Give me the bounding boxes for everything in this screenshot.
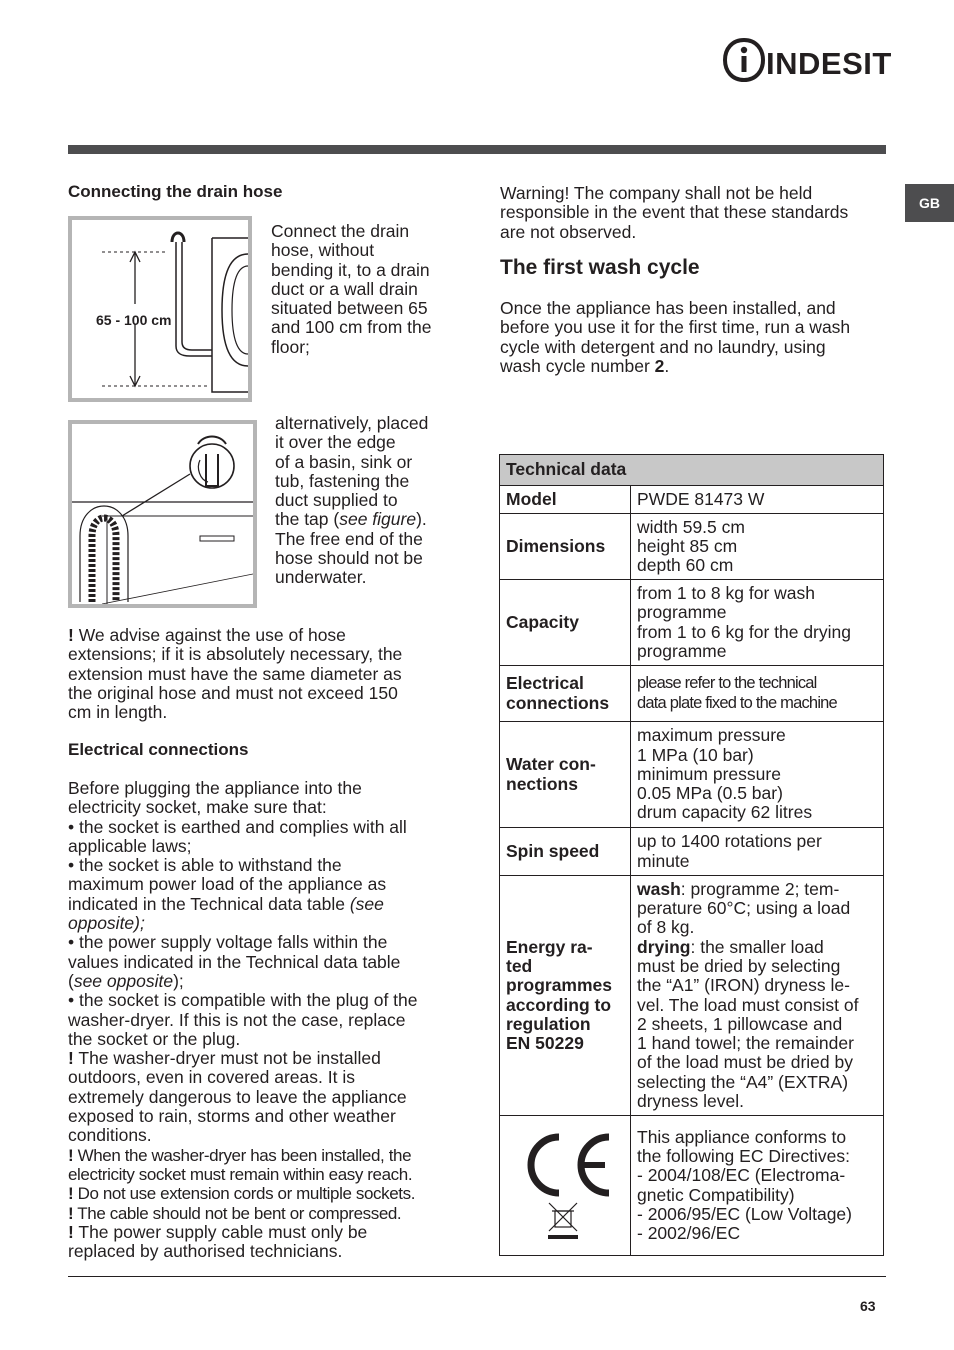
elec-line [68,1146,468,1165]
value-line: dryness level. [637,1090,744,1111]
table-row [500,1116,884,1256]
warning-mark: ! [68,1145,74,1165]
technical-data-table [499,454,884,1256]
drying-term: drying [637,936,691,957]
value-line: from 1 to 6 kg for the drying [637,621,851,642]
elec-line: exposed to rain, storms and other weather [68,1106,396,1127]
row-value [631,514,884,580]
value-line: 1 hand towel; the remainder [637,1033,854,1054]
row-label [500,666,631,722]
fig2-caption-line: it over the edge [275,432,396,453]
fig1-caption-line: hose, without [271,240,375,261]
first-wash-line: before you use it for the first time, run a wash [500,317,851,338]
indesit-logo-mark-icon [722,36,766,84]
page-number: 63 [860,1298,876,1314]
elec-line: • the socket is earthed and complies with all [68,816,407,837]
elec-line [68,1184,468,1203]
value-line: up to 1400 rotations per [637,831,822,852]
footer-rule [68,1276,886,1277]
elec-line: Before plugging the appliance into the [68,778,362,798]
elec-line [68,972,468,991]
value-line: This appliance conforms to [637,1126,847,1147]
row-label: Spin speed [500,828,631,876]
first-wash-text [500,299,850,376]
row-label [500,722,631,828]
table-row [500,580,884,666]
first-wash-text-part: . [664,355,670,376]
row-value [631,722,884,828]
elec-line [68,1204,468,1223]
drain-hose-heading: Connecting the drain hose [68,182,283,201]
elec-line: • the power supply voltage falls within the [68,932,388,953]
first-wash-line [500,357,850,376]
value-line [637,938,877,957]
elec-line: conditions. [68,1125,152,1146]
label-line: connections [506,692,610,713]
value-line: 2 sheets, 1 pillowcase and [637,1013,843,1034]
value-line: height 85 cm [637,535,738,556]
elec-line: values indicated in the Technical data table [68,951,401,972]
value-line: the following EC Directives: [637,1145,850,1166]
warning-line: extensions; if it is absolutely necessary, the [68,644,403,665]
value-line: minimum pressure [637,763,781,784]
label-line: Electrical [506,673,584,694]
fig2-caption-line [275,510,428,529]
brand-name: INDESIT [766,46,892,81]
elec-line: maximum power load of the appliance as [68,874,387,895]
label-line: regulation [506,1013,591,1034]
value-line: - 2004/108/EC (Electroma- [637,1165,846,1186]
label-line: nections [506,773,578,794]
warning-mark: ! [68,1048,74,1069]
warning-line: extension must have the same diameter as [68,663,402,684]
value-line: gnetic Compatibility) [637,1184,795,1205]
warning-mark: ! [68,1184,74,1204]
fig1-caption-line: floor; [271,336,310,357]
language-tab: GB [905,184,954,222]
elec-line: • the socket is compatible with the plug of the [68,990,418,1011]
warning-mark: ! [68,1221,74,1242]
value-line: - 2002/96/EC [637,1223,741,1244]
elec-text: indicated in the Technical data table [68,893,350,914]
table-row [500,486,884,514]
row-value [631,876,884,1116]
value-line: from 1 to 8 kg for wash [637,582,815,603]
fig2-caption-line: alternatively, placed [275,413,429,433]
see-opposite-ref: opposite); [68,913,145,934]
elec-line [68,914,468,933]
value-line: data plate fixed to the machine [637,693,837,712]
label-line: according to [506,994,612,1015]
wash-cycle-number: 2 [654,355,665,376]
row-value [631,828,884,876]
elec-line [68,1049,468,1068]
table-row [500,876,884,1116]
hose-extension-warning [68,626,402,722]
warning-line: the original hose and must not exceed 150 [68,682,398,703]
electrical-text [68,779,468,1261]
sink-hose-diagram [72,424,253,604]
elec-text: The washer-dryer must not be installed [78,1048,381,1069]
ce-symbols-cell [500,1116,631,1256]
value-line: programme [637,602,727,623]
value-line: 1 MPa (10 bar) [637,744,754,765]
label-line: EN 50229 [506,1033,584,1054]
value-line: drum capacity 62 litres [637,802,813,823]
ce-mark-icon [515,1123,615,1243]
elec-line: the socket or the plug. [68,1028,241,1049]
warning-line: are not observed. [500,221,637,242]
elec-line: outdoors, even in covered areas. It is [68,1067,355,1088]
warning-mark: ! [68,1203,74,1223]
value-line: please refer to the technical [637,674,817,693]
elec-text: ); [173,970,184,991]
elec-line: washer-dryer. If this is not the case, replace [68,1009,406,1030]
warning-line: Warning! The company shall not be held [500,183,813,203]
elec-line [68,895,468,914]
elec-text: Do not use extension cords or multiple sockets. [77,1184,416,1204]
see-opposite-ref: see opposite [73,970,174,991]
fig2-caption-line: hose should not be [275,548,423,569]
table-row [500,828,884,876]
table-row [500,666,884,722]
value-line: of 8 kg. [637,917,695,938]
row-value [631,580,884,666]
row-label: Dimensions [500,514,631,580]
elec-line: electricity socket, make sure that: [68,797,327,818]
warning-text: We advise against the use of hose [78,625,346,645]
value-line: minute [637,850,690,871]
label-line: Energy ra- [506,936,593,957]
fig2-caption-line: The free end of the [275,528,423,549]
height-range-label: 65 - 100 cm [96,312,172,328]
value-line: vel. The load must consist of [637,994,859,1015]
weee-bin-icon [548,1203,578,1239]
elec-line [68,1223,468,1242]
fig1-caption-line: duct or a wall drain [271,278,418,299]
row-value [631,666,884,722]
elec-line: extremely dangerous to leave the appliance [68,1086,407,1107]
elec-line: applicable laws; [68,835,192,856]
fig1-caption [271,222,432,357]
first-wash-heading: The first wash cycle [500,256,700,279]
elec-text: ( [68,970,74,991]
wash-term: wash [637,878,681,899]
elec-line: replaced by authorised technicians. [68,1241,343,1262]
value-line: programme [637,640,727,661]
value-line: - 2006/95/EC (Low Voltage) [637,1203,852,1224]
value-line: the “A1” (IRON) dryness le- [637,975,850,996]
row-value: PWDE 81473 W [631,486,884,514]
see-figure-ref: see figure [339,509,417,530]
value-line: width 59.5 cm [637,516,745,537]
label-line: Water con- [506,754,596,775]
value-line: must be dried by selecting [637,955,841,976]
warning-line: cm in length. [68,702,168,723]
value-text: : the smaller load [690,936,824,957]
elec-text: The power supply cable must only be [78,1221,368,1242]
drain-height-figure [68,216,252,402]
fig1-caption-line: and 100 cm from the [271,317,432,338]
value-line: maximum pressure [637,725,786,746]
fig2-caption-line: tub, fastening the [275,470,410,491]
fig2-caption-line: of a basin, sink or [275,451,413,472]
fig2-caption-text: the tap ( [275,509,340,530]
header-rule [68,145,886,154]
warning-line [68,626,402,645]
first-wash-text-part: wash cycle number [500,355,655,376]
drain-height-diagram [72,220,248,398]
row-label: Capacity [500,580,631,666]
value-line: depth 60 cm [637,555,734,576]
value-line: perature 60°C; using a load [637,898,851,919]
fig1-caption-line: situated between 65 [271,298,428,319]
fig1-caption-line: bending it, to a drain [271,259,430,280]
row-label: Model [500,486,631,514]
value-text: : programme 2; tem- [680,878,840,899]
fig2-caption-line: duct supplied to [275,490,398,511]
elec-text: The cable should not be bent or compressed. [77,1203,402,1223]
sink-hose-figure [68,420,257,608]
electrical-heading: Electrical connections [68,740,249,759]
elec-line: electricity socket must remain within easy reach. [68,1164,413,1184]
warning-mark: ! [68,625,74,645]
ce-text-cell [631,1116,884,1256]
warning-line: responsible in the event that these standards [500,202,849,223]
first-wash-line: cycle with detergent and no laundry, using [500,336,826,357]
elec-line: • the socket is able to withstand the [68,855,342,876]
label-line: programmes [506,975,613,996]
row-label [500,876,631,1116]
responsibility-warning [500,184,848,242]
value-line [637,880,877,899]
table-title: Technical data [500,455,884,486]
table-title-row [500,455,884,486]
fig2-caption [275,414,428,588]
value-line: 0.05 MPa (0.5 bar) [637,783,783,804]
table-row [500,722,884,828]
value-line: of the load must be dried by [637,1052,853,1073]
value-line: selecting the “A4” (EXTRA) [637,1071,849,1092]
fig1-caption-line: Connect the drain [271,221,410,241]
label-line: ted [506,955,533,976]
first-wash-line: Once the appliance has been installed, and [500,298,836,318]
see-opposite-ref: (see [349,893,384,914]
elec-text: When the washer-dryer has been installed, the [77,1145,412,1165]
fig2-caption-line: underwater. [275,567,367,588]
table-row [500,514,884,580]
fig2-caption-text: ). [416,509,427,530]
